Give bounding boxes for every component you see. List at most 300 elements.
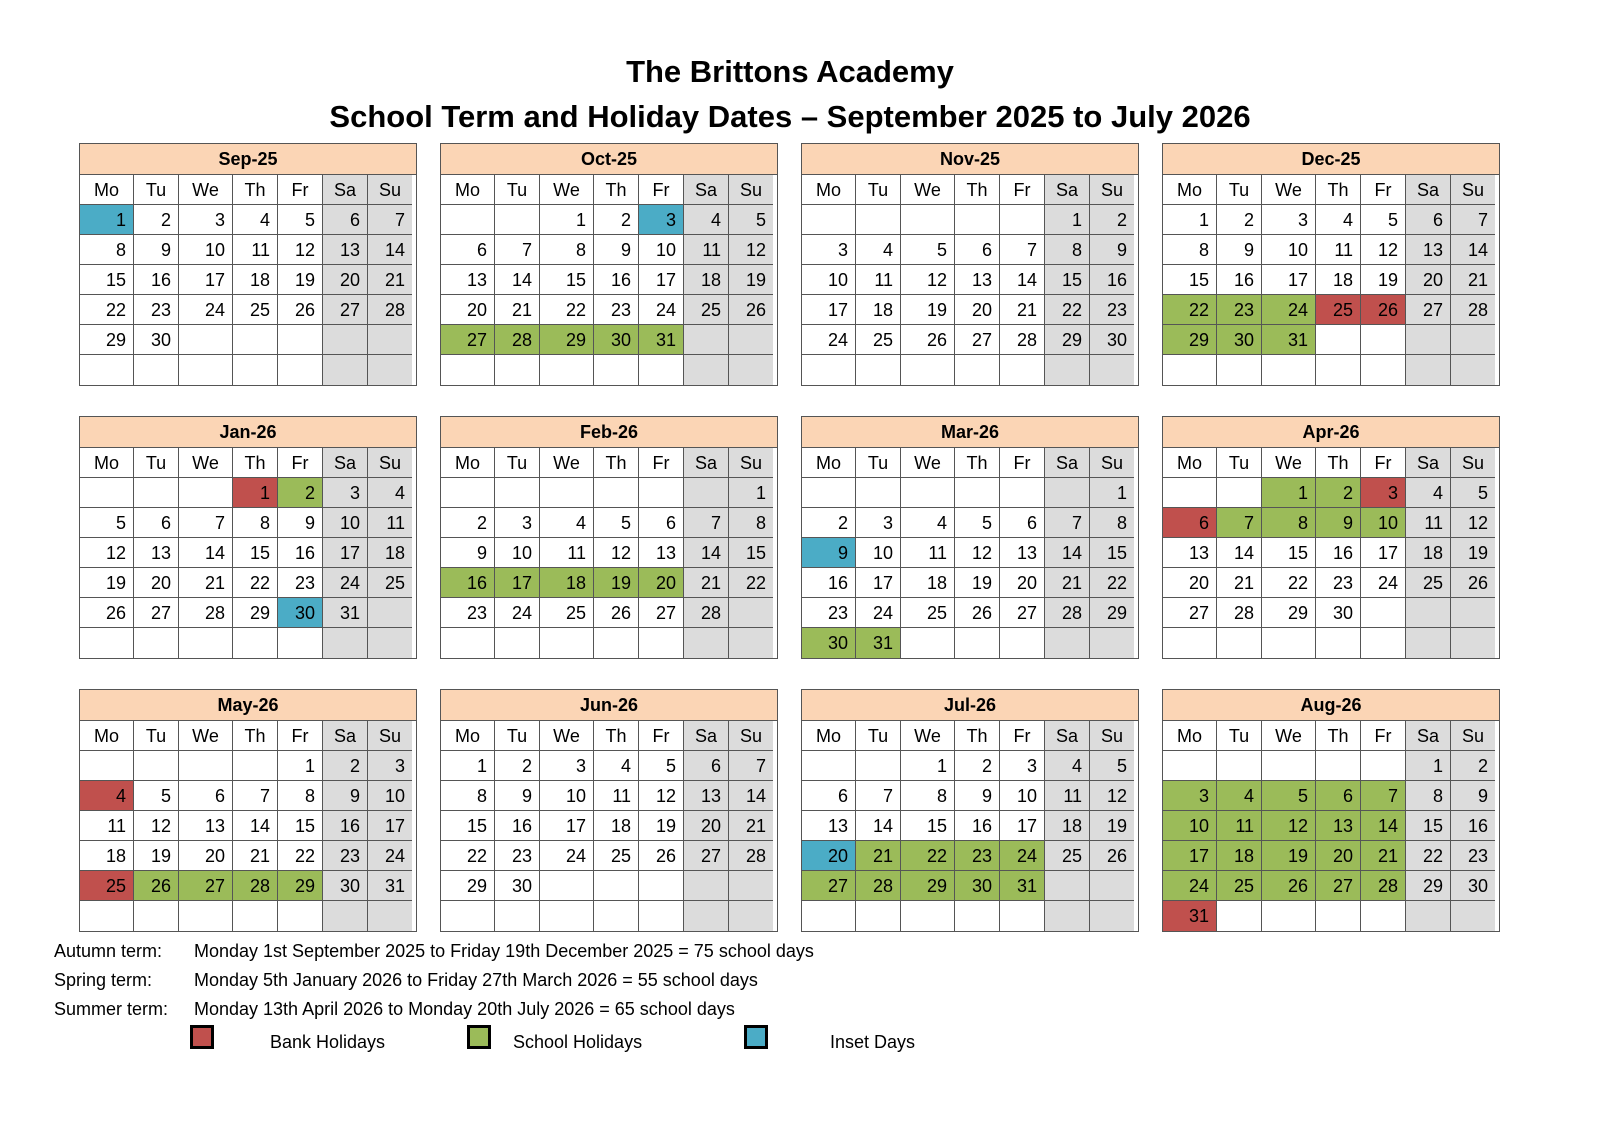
day-cell: 14 bbox=[729, 781, 773, 811]
weekday-header: Sa bbox=[684, 721, 729, 751]
empty-cell bbox=[368, 628, 412, 658]
day-cell: 13 bbox=[323, 235, 368, 265]
day-cell: 14 bbox=[1045, 538, 1090, 568]
day-cell: 17 bbox=[1361, 538, 1406, 568]
empty-cell bbox=[1163, 628, 1217, 658]
day-cell: 20 bbox=[802, 841, 856, 871]
month-title: Mar-26 bbox=[802, 417, 1138, 448]
day-cell: 23 bbox=[134, 295, 179, 325]
month-title: Apr-26 bbox=[1163, 417, 1499, 448]
day-cell: 4 bbox=[80, 781, 134, 811]
day-cell: 17 bbox=[1000, 811, 1045, 841]
day-cell: 5 bbox=[594, 508, 639, 538]
day-cell: 11 bbox=[1316, 235, 1361, 265]
empty-cell bbox=[1361, 751, 1406, 781]
weekday-header: Th bbox=[594, 448, 639, 478]
empty-cell bbox=[594, 628, 639, 658]
day-cell: 2 bbox=[134, 205, 179, 235]
day-cell: 30 bbox=[1217, 325, 1262, 355]
day-cell: 23 bbox=[323, 841, 368, 871]
day-cell: 30 bbox=[134, 325, 179, 355]
weekday-header: Th bbox=[955, 448, 1000, 478]
empty-cell bbox=[594, 901, 639, 931]
day-cell: 1 bbox=[80, 205, 134, 235]
weekday-header: Th bbox=[955, 721, 1000, 751]
weekday-header: Su bbox=[729, 448, 773, 478]
term-row-autumn bbox=[54, 937, 814, 966]
empty-cell bbox=[179, 325, 233, 355]
day-cell: 2 bbox=[594, 205, 639, 235]
day-cell: 10 bbox=[639, 235, 684, 265]
day-cell: 6 bbox=[955, 235, 1000, 265]
day-cell: 7 bbox=[729, 751, 773, 781]
weekday-header: Mo bbox=[80, 175, 134, 205]
empty-cell bbox=[540, 901, 594, 931]
day-cell: 27 bbox=[1163, 598, 1217, 628]
weekday-header: We bbox=[1262, 721, 1316, 751]
day-cell: 28 bbox=[684, 598, 729, 628]
month-title: Aug-26 bbox=[1163, 690, 1499, 721]
day-cell: 23 bbox=[955, 841, 1000, 871]
day-cell: 6 bbox=[639, 508, 684, 538]
day-cell: 30 bbox=[955, 871, 1000, 901]
weekday-header: Th bbox=[1316, 448, 1361, 478]
weekday-header: Tu bbox=[495, 721, 540, 751]
weekday-header: Su bbox=[1451, 175, 1495, 205]
day-cell: 9 bbox=[278, 508, 323, 538]
day-cell: 24 bbox=[639, 295, 684, 325]
weekday-header: Sa bbox=[1406, 175, 1451, 205]
day-cell: 17 bbox=[368, 811, 412, 841]
day-cell: 1 bbox=[233, 478, 278, 508]
weekday-header: Tu bbox=[856, 448, 901, 478]
day-cell: 2 bbox=[955, 751, 1000, 781]
day-cell: 7 bbox=[1000, 235, 1045, 265]
month-calendar bbox=[79, 416, 417, 659]
day-cell: 19 bbox=[278, 265, 323, 295]
day-cell: 9 bbox=[134, 235, 179, 265]
weekday-header: Mo bbox=[802, 175, 856, 205]
empty-cell bbox=[955, 355, 1000, 385]
empty-cell bbox=[134, 355, 179, 385]
day-cell: 10 bbox=[179, 235, 233, 265]
day-cell: 16 bbox=[1090, 265, 1134, 295]
empty-cell bbox=[1045, 901, 1090, 931]
weekday-header: Sa bbox=[684, 448, 729, 478]
empty-cell bbox=[1451, 901, 1495, 931]
day-cell: 16 bbox=[323, 811, 368, 841]
weekday-header: Fr bbox=[278, 721, 323, 751]
weekday-header: Sa bbox=[1045, 721, 1090, 751]
day-cell: 17 bbox=[495, 568, 540, 598]
day-cell: 4 bbox=[368, 478, 412, 508]
day-cell: 14 bbox=[368, 235, 412, 265]
empty-cell bbox=[901, 355, 955, 385]
empty-cell bbox=[594, 871, 639, 901]
empty-cell bbox=[684, 871, 729, 901]
empty-cell bbox=[955, 478, 1000, 508]
day-cell: 10 bbox=[802, 265, 856, 295]
empty-cell bbox=[1000, 205, 1045, 235]
day-cell: 2 bbox=[323, 751, 368, 781]
day-cell: 19 bbox=[594, 568, 639, 598]
day-cell: 2 bbox=[1217, 205, 1262, 235]
day-cell: 15 bbox=[540, 265, 594, 295]
month-title: Feb-26 bbox=[441, 417, 777, 448]
empty-cell bbox=[856, 478, 901, 508]
term-dates bbox=[54, 937, 814, 1024]
weekday-header: Su bbox=[729, 721, 773, 751]
day-cell: 31 bbox=[1163, 901, 1217, 931]
empty-cell bbox=[639, 355, 684, 385]
empty-cell bbox=[233, 355, 278, 385]
day-cell: 31 bbox=[368, 871, 412, 901]
empty-cell bbox=[1045, 355, 1090, 385]
empty-cell bbox=[1045, 628, 1090, 658]
day-cell: 10 bbox=[1163, 811, 1217, 841]
weekday-header: We bbox=[1262, 175, 1316, 205]
empty-cell bbox=[1163, 751, 1217, 781]
empty-cell bbox=[233, 901, 278, 931]
day-cell: 4 bbox=[1217, 781, 1262, 811]
empty-cell bbox=[684, 355, 729, 385]
day-cell: 24 bbox=[540, 841, 594, 871]
empty-cell bbox=[134, 478, 179, 508]
empty-cell bbox=[856, 205, 901, 235]
empty-cell bbox=[729, 355, 773, 385]
day-cell: 24 bbox=[802, 325, 856, 355]
weekday-header: Th bbox=[233, 721, 278, 751]
day-cell: 12 bbox=[1361, 235, 1406, 265]
day-cell: 26 bbox=[901, 325, 955, 355]
weekday-header: We bbox=[901, 721, 955, 751]
day-cell: 28 bbox=[729, 841, 773, 871]
day-cell: 5 bbox=[1451, 478, 1495, 508]
day-cell: 21 bbox=[233, 841, 278, 871]
term-name: Spring term: bbox=[54, 970, 153, 990]
day-cell: 20 bbox=[441, 295, 495, 325]
day-cell: 29 bbox=[80, 325, 134, 355]
weekday-header: We bbox=[179, 721, 233, 751]
empty-cell bbox=[594, 355, 639, 385]
day-cell: 29 bbox=[1045, 325, 1090, 355]
day-cell: 22 bbox=[80, 295, 134, 325]
day-cell: 12 bbox=[1451, 508, 1495, 538]
weekday-header: We bbox=[540, 721, 594, 751]
day-cell: 22 bbox=[1090, 568, 1134, 598]
day-cell: 19 bbox=[639, 811, 684, 841]
day-cell: 20 bbox=[1406, 265, 1451, 295]
day-cell: 23 bbox=[1217, 295, 1262, 325]
day-cell: 30 bbox=[495, 871, 540, 901]
month-title: Jul-26 bbox=[802, 690, 1138, 721]
day-cell: 1 bbox=[1406, 751, 1451, 781]
day-cell: 31 bbox=[639, 325, 684, 355]
empty-cell bbox=[1090, 871, 1134, 901]
day-cell: 27 bbox=[802, 871, 856, 901]
day-cell: 10 bbox=[1361, 508, 1406, 538]
day-cell: 29 bbox=[1406, 871, 1451, 901]
day-cell: 6 bbox=[1406, 205, 1451, 235]
day-cell: 9 bbox=[495, 781, 540, 811]
weekday-header: Tu bbox=[495, 448, 540, 478]
page-title: The Brittons Academy bbox=[626, 54, 954, 89]
day-cell: 24 bbox=[1262, 295, 1316, 325]
day-cell: 5 bbox=[1262, 781, 1316, 811]
weekday-header: Sa bbox=[1406, 721, 1451, 751]
empty-cell bbox=[856, 751, 901, 781]
day-cell: 8 bbox=[729, 508, 773, 538]
legend-label-inset: Inset Days bbox=[830, 1032, 916, 1052]
day-cell: 18 bbox=[233, 265, 278, 295]
month-calendar bbox=[79, 689, 417, 932]
empty-cell bbox=[278, 325, 323, 355]
weekday-header: Tu bbox=[134, 448, 179, 478]
day-cell: 1 bbox=[1045, 205, 1090, 235]
weekday-header: Su bbox=[368, 175, 412, 205]
weekday-header: Sa bbox=[1406, 448, 1451, 478]
day-cell: 14 bbox=[495, 265, 540, 295]
day-cell: 22 bbox=[1163, 295, 1217, 325]
day-cell: 28 bbox=[856, 871, 901, 901]
empty-cell bbox=[1262, 751, 1316, 781]
day-cell: 31 bbox=[1262, 325, 1316, 355]
weekday-header: Mo bbox=[1163, 175, 1217, 205]
day-cell: 3 bbox=[1163, 781, 1217, 811]
day-cell: 15 bbox=[1262, 538, 1316, 568]
empty-cell bbox=[955, 205, 1000, 235]
day-cell: 26 bbox=[1090, 841, 1134, 871]
day-cell: 24 bbox=[495, 598, 540, 628]
weekday-header: Fr bbox=[1361, 448, 1406, 478]
day-cell: 20 bbox=[323, 265, 368, 295]
day-cell: 2 bbox=[1316, 478, 1361, 508]
day-cell: 28 bbox=[179, 598, 233, 628]
day-cell: 20 bbox=[955, 295, 1000, 325]
month-calendar bbox=[440, 416, 778, 659]
weekday-header: Su bbox=[1090, 175, 1134, 205]
day-cell: 21 bbox=[684, 568, 729, 598]
day-cell: 20 bbox=[179, 841, 233, 871]
empty-cell bbox=[323, 628, 368, 658]
day-cell: 31 bbox=[1000, 871, 1045, 901]
day-cell: 13 bbox=[134, 538, 179, 568]
day-cell: 27 bbox=[639, 598, 684, 628]
day-cell: 1 bbox=[1090, 478, 1134, 508]
day-cell: 3 bbox=[323, 478, 368, 508]
day-cell: 6 bbox=[1000, 508, 1045, 538]
empty-cell bbox=[1262, 355, 1316, 385]
empty-cell bbox=[729, 628, 773, 658]
day-cell: 13 bbox=[684, 781, 729, 811]
empty-cell bbox=[495, 628, 540, 658]
day-cell: 19 bbox=[1262, 841, 1316, 871]
empty-cell bbox=[80, 751, 134, 781]
day-cell: 5 bbox=[80, 508, 134, 538]
day-cell: 7 bbox=[1217, 508, 1262, 538]
day-cell: 2 bbox=[278, 478, 323, 508]
empty-cell bbox=[441, 205, 495, 235]
day-cell: 13 bbox=[955, 265, 1000, 295]
weekday-header: Fr bbox=[1000, 721, 1045, 751]
empty-cell bbox=[1361, 325, 1406, 355]
day-cell: 25 bbox=[368, 568, 412, 598]
weekday-header: Mo bbox=[802, 448, 856, 478]
day-cell: 5 bbox=[639, 751, 684, 781]
empty-cell bbox=[729, 871, 773, 901]
day-cell: 20 bbox=[1316, 841, 1361, 871]
day-cell: 28 bbox=[1000, 325, 1045, 355]
weekday-header: Th bbox=[233, 175, 278, 205]
day-cell: 8 bbox=[233, 508, 278, 538]
weekday-header: Tu bbox=[856, 175, 901, 205]
empty-cell bbox=[1316, 325, 1361, 355]
day-cell: 12 bbox=[639, 781, 684, 811]
day-cell: 19 bbox=[134, 841, 179, 871]
month-title: Nov-25 bbox=[802, 144, 1138, 175]
weekday-header: Sa bbox=[323, 448, 368, 478]
empty-cell bbox=[1262, 628, 1316, 658]
day-cell: 23 bbox=[802, 598, 856, 628]
empty-cell bbox=[1451, 325, 1495, 355]
day-cell: 25 bbox=[901, 598, 955, 628]
empty-cell bbox=[684, 478, 729, 508]
empty-cell bbox=[323, 355, 368, 385]
day-cell: 16 bbox=[1451, 811, 1495, 841]
empty-cell bbox=[802, 901, 856, 931]
day-cell: 12 bbox=[729, 235, 773, 265]
day-cell: 20 bbox=[684, 811, 729, 841]
day-cell: 10 bbox=[1000, 781, 1045, 811]
day-cell: 14 bbox=[684, 538, 729, 568]
day-cell: 8 bbox=[441, 781, 495, 811]
day-cell: 29 bbox=[278, 871, 323, 901]
empty-cell bbox=[1045, 871, 1090, 901]
weekday-header: Fr bbox=[1361, 175, 1406, 205]
day-cell: 4 bbox=[1316, 205, 1361, 235]
day-cell: 14 bbox=[1217, 538, 1262, 568]
day-cell: 4 bbox=[594, 751, 639, 781]
day-cell: 26 bbox=[639, 841, 684, 871]
day-cell: 13 bbox=[1163, 538, 1217, 568]
day-cell: 29 bbox=[540, 325, 594, 355]
weekday-header: Fr bbox=[639, 175, 684, 205]
term-row-spring bbox=[54, 966, 814, 995]
weekday-header: Th bbox=[955, 175, 1000, 205]
day-cell: 25 bbox=[1406, 568, 1451, 598]
day-cell: 7 bbox=[1451, 205, 1495, 235]
empty-cell bbox=[368, 901, 412, 931]
day-cell: 11 bbox=[368, 508, 412, 538]
empty-cell bbox=[323, 901, 368, 931]
day-cell: 27 bbox=[179, 871, 233, 901]
day-cell: 19 bbox=[729, 265, 773, 295]
day-cell: 21 bbox=[1217, 568, 1262, 598]
day-cell: 8 bbox=[540, 235, 594, 265]
term-row-summer bbox=[54, 995, 814, 1024]
day-cell: 30 bbox=[1090, 325, 1134, 355]
empty-cell bbox=[495, 205, 540, 235]
empty-cell bbox=[368, 355, 412, 385]
day-cell: 6 bbox=[1163, 508, 1217, 538]
day-cell: 18 bbox=[1316, 265, 1361, 295]
day-cell: 6 bbox=[179, 781, 233, 811]
day-cell: 9 bbox=[1090, 235, 1134, 265]
day-cell: 26 bbox=[955, 598, 1000, 628]
day-cell: 27 bbox=[134, 598, 179, 628]
empty-cell bbox=[441, 901, 495, 931]
day-cell: 19 bbox=[901, 295, 955, 325]
day-cell: 21 bbox=[1045, 568, 1090, 598]
day-cell: 5 bbox=[1090, 751, 1134, 781]
weekday-header: Mo bbox=[80, 448, 134, 478]
empty-cell bbox=[1406, 901, 1451, 931]
empty-cell bbox=[1361, 628, 1406, 658]
day-cell: 18 bbox=[540, 568, 594, 598]
day-cell: 15 bbox=[729, 538, 773, 568]
day-cell: 10 bbox=[368, 781, 412, 811]
day-cell: 26 bbox=[278, 295, 323, 325]
day-cell: 8 bbox=[1262, 508, 1316, 538]
day-cell: 25 bbox=[1217, 871, 1262, 901]
empty-cell bbox=[639, 871, 684, 901]
day-cell: 31 bbox=[323, 598, 368, 628]
day-cell: 3 bbox=[1262, 205, 1316, 235]
day-cell: 30 bbox=[802, 628, 856, 658]
day-cell: 27 bbox=[1316, 871, 1361, 901]
day-cell: 26 bbox=[1451, 568, 1495, 598]
day-cell: 16 bbox=[594, 265, 639, 295]
day-cell: 18 bbox=[1406, 538, 1451, 568]
day-cell: 30 bbox=[1451, 871, 1495, 901]
day-cell: 8 bbox=[1406, 781, 1451, 811]
empty-cell bbox=[441, 478, 495, 508]
day-cell: 15 bbox=[1406, 811, 1451, 841]
day-cell: 17 bbox=[856, 568, 901, 598]
day-cell: 25 bbox=[540, 598, 594, 628]
day-cell: 18 bbox=[1045, 811, 1090, 841]
day-cell: 19 bbox=[1090, 811, 1134, 841]
day-cell: 28 bbox=[368, 295, 412, 325]
day-cell: 16 bbox=[495, 811, 540, 841]
day-cell: 8 bbox=[1090, 508, 1134, 538]
day-cell: 11 bbox=[80, 811, 134, 841]
day-cell: 26 bbox=[1262, 871, 1316, 901]
day-cell: 17 bbox=[1163, 841, 1217, 871]
day-cell: 22 bbox=[1262, 568, 1316, 598]
weekday-header: Th bbox=[233, 448, 278, 478]
empty-cell bbox=[729, 901, 773, 931]
weekday-header: We bbox=[901, 448, 955, 478]
day-cell: 20 bbox=[134, 568, 179, 598]
day-cell: 24 bbox=[323, 568, 368, 598]
day-cell: 11 bbox=[233, 235, 278, 265]
day-cell: 22 bbox=[1406, 841, 1451, 871]
day-cell: 18 bbox=[684, 265, 729, 295]
day-cell: 16 bbox=[134, 265, 179, 295]
day-cell: 19 bbox=[1361, 265, 1406, 295]
day-cell: 23 bbox=[1316, 568, 1361, 598]
day-cell: 11 bbox=[1217, 811, 1262, 841]
day-cell: 18 bbox=[594, 811, 639, 841]
day-cell: 25 bbox=[233, 295, 278, 325]
day-cell: 16 bbox=[1316, 538, 1361, 568]
day-cell: 23 bbox=[1090, 295, 1134, 325]
day-cell: 29 bbox=[233, 598, 278, 628]
empty-cell bbox=[1406, 598, 1451, 628]
empty-cell bbox=[802, 355, 856, 385]
empty-cell bbox=[1090, 901, 1134, 931]
